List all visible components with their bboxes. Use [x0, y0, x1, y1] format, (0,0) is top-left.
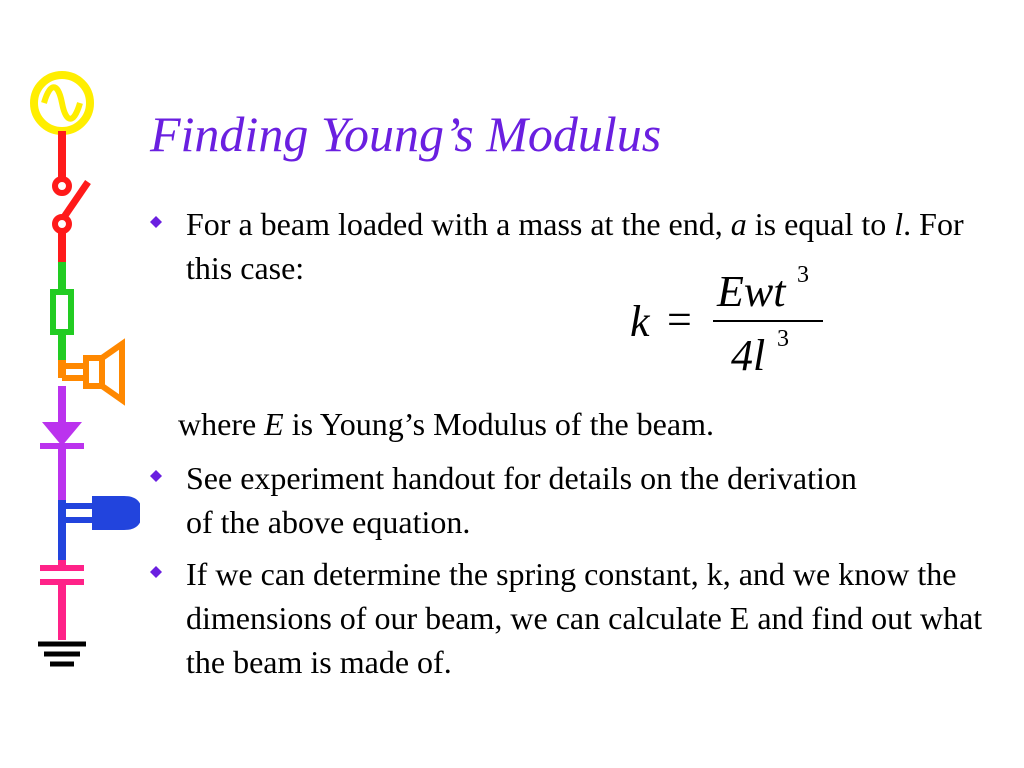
- lamp-icon: [62, 496, 140, 560]
- bullet-text: If we can determine the spring constant, k, and we know the dimensions of our beam, we can calculate E and find out what the beam is made of.: [186, 556, 983, 680]
- equation-num-exponent: 3: [797, 262, 809, 288]
- equation-equals: =: [667, 295, 692, 344]
- slide-title: Finding Young’s Modulus: [150, 106, 662, 162]
- equation-denominator: 4l: [731, 331, 766, 380]
- equation: [625, 262, 835, 392]
- diamond-bullet-icon: [150, 470, 162, 482]
- bullet-text: See experiment handout for details on the derivation of the above equation.: [186, 460, 857, 540]
- fraction-bar: [713, 320, 823, 322]
- equation-numerator: Ewt: [717, 267, 786, 316]
- capacitor-icon: [40, 560, 84, 640]
- equation-den-exponent: 3: [777, 326, 789, 352]
- circuit-decoration: [0, 0, 140, 700]
- resistor-icon: [53, 262, 71, 360]
- ground-icon: [38, 644, 86, 664]
- diamond-bullet-icon: [150, 566, 162, 578]
- bullet-text: For a beam loaded with a mass at the end, a is equal to l. For this case:: [186, 206, 964, 286]
- switch-icon: [55, 179, 88, 231]
- equation-lhs: k: [630, 297, 650, 346]
- speaker-icon: [62, 344, 122, 400]
- diamond-bullet-icon: [150, 216, 162, 228]
- diode-icon: [40, 386, 84, 500]
- ac-source-icon: [34, 75, 90, 131]
- where-line: where E is Young’s Modulus of the beam.: [178, 406, 714, 442]
